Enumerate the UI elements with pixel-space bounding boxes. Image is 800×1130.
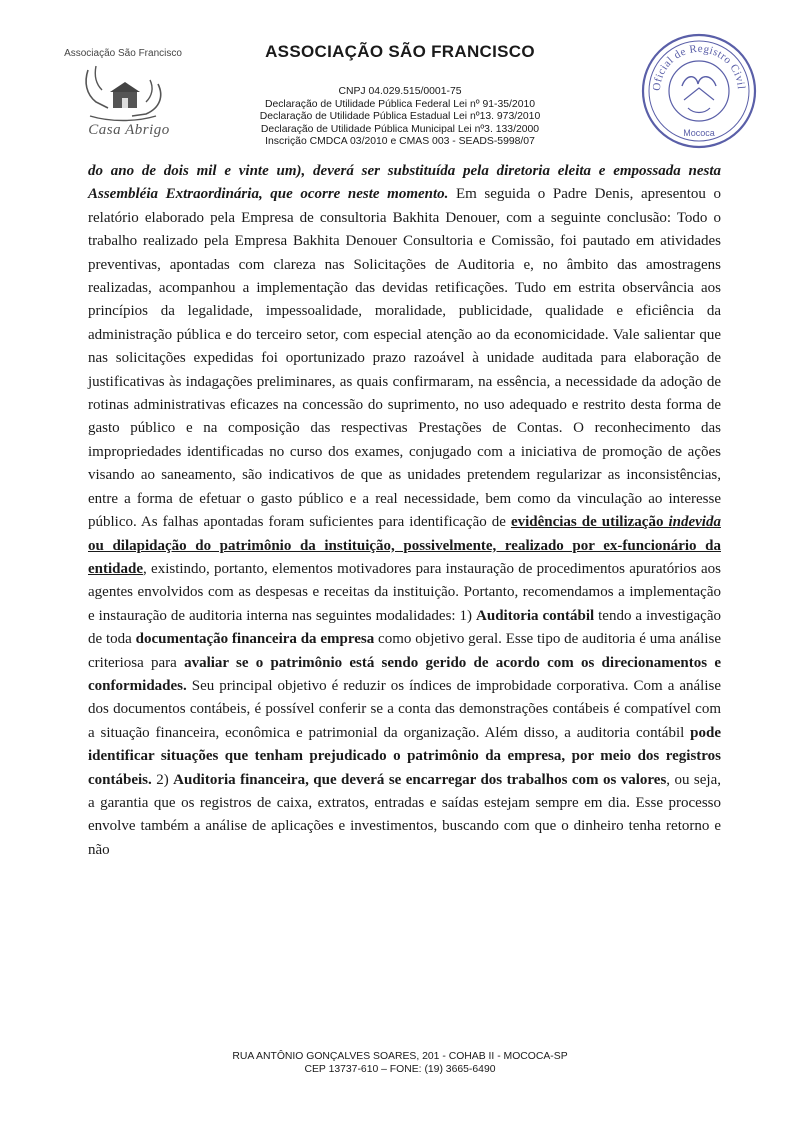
registration-info <box>200 86 600 149</box>
finding-evidence-text: evidências de utilização indevida ou dilapidação do patrimônio da instituição, possivelmente, realizado por ex-funcionário da entidade <box>88 514 721 577</box>
logo-top-text: Associação São Francisco <box>64 48 182 59</box>
address-footer <box>150 1050 650 1076</box>
accounting-audit-label: Auditoria contábil <box>476 607 595 624</box>
svg-text:Mococa: Mococa <box>683 128 715 138</box>
svg-text:Oficial de Registro Civil de P: Oficial de Registro Civil <box>650 42 747 92</box>
minutes-paragraph: do ano de dois mil e vinte um), deverá ser substituída pela diretoria eleita e empossada nesta Assembléia Extraordinária, que ocorre neste momento. Em seguida o Padre Denis, apresentou o relatório elaborado pela Empresa de consultoria Bakhita Denouer, com a seguinte conclusão: Todo o trabalho realizado pela Empresa Bakhita Denouer Consultoria e Comissão, foi pautado em atividades preventivas, apontadas com clareza nas Solicitações de Auditoria e, no âmbito das amostragens realizadas, acompanhou a implementação das devidas retificações. Tudo em estrita observância aos princípios da legalidade, impessoalidade, moralidade, publicidade, qualidade e eficiência da administração pública e do terceiro setor, com especial atenção ao da economicidade. Vale salientar que nas solicitações expedidas foi oportunizado prazo razoável à unidade auditada para elaboração de justificativas às indagações preliminares, as quais confirmaram, na essência, a necessidade da adoção de rotinas administrativas eficazes na concessão do suprimento, no uso adequado e restrito desta forma de gasto público e na composição das respectivas Prestações de Contas. O reconhecimento das impropriedades identificadas no curso dos exames, conjugado com a iniciativa de promoção de ações visando ao saneamento, são indicativos de que as unidades pretendem regularizar as inconsistências, entre a forma de efetuar o gasto público e a real necessidade, bem como da vinculação ao interesse público. As falhas apontadas foram suficientes para identificação de evidências de utilização indevida ou dilapidação do patrimônio da instituição, possivelmente, realizado por ex-funcionário da entidade, existindo, portanto, elementos motivadores para instauração de procedimentos apuratórios aos agentes envolvidos com as despesas e receitas da instituição. Portanto, recomendamos a implementação e instauração de auditoria interna nas seguintes modalidades: 1) Auditoria contábil tendo a investigação de toda documentação financeira da empresa como objetivo geral. Esse tipo de auditoria é uma análise criteriosa para avaliar se o patrimônio está sendo gerido de acordo com os direcionamentos e conformidades. Seu principal objetivo é reduzir os índices de improbidade corporativa. Com a análise dos documentos contábeis, é possível conferir se a conta das demonstrações contábeis é compatível com a situação financeira, econômica e patrimonial da organização. Além disso, a auditoria contábil pode identificar situações que tenham prejudicado o patrimônio da empresa, por meio dos registros contábeis. 2) Auditoria financeira, que deverá se encarregar dos trabalhos com os valores, ou seja, a garantia que os registros de caixa, extratos, entradas e saídas estejam sempre em dia. Esse processo envolve também a análise de aplicações e investimentos, buscando com que o dinheiro tenha retorno e não <box>88 163 721 858</box>
house-hands-icon <box>80 62 166 124</box>
assembly-statement: do ano de dois mil e vinte um), deverá ser substituída pela diretoria eleita e empossada nesta Assembléia Extraordinária, que ocorre neste momento. <box>88 163 721 203</box>
cmdca-registration-line: Inscrição CMDCA 03/2010 e CMAS 003 - SEADS-5998/07 <box>265 136 535 148</box>
logo-bottom-text: Casa Abrigo <box>88 122 170 138</box>
municipal-declaration-line: Declaração de Utilidade Pública Municipal Lei nº3. 133/2000 <box>260 123 540 135</box>
financial-audit-label: Auditoria financeira, que deverá se encarregar dos trabalhos com os valores <box>173 771 667 788</box>
association-logo <box>58 46 188 146</box>
minutes-body <box>88 160 721 862</box>
cnpj-line: CNPJ 04.029.515/0001-75 <box>338 86 462 97</box>
seal-icon <box>638 30 760 152</box>
footer-address: RUA ANTÔNIO GONÇALVES SOARES, 201 - COHAB II - MOCOCA-SP <box>232 1051 568 1062</box>
state-declaration-line: Declaração de Utilidade Pública Estadual Lei nº13. 973/2010 <box>259 111 541 123</box>
organization-title: ASSOCIAÇÃO SÃO FRANCISCO <box>265 42 535 61</box>
federal-declaration-line: Declaração de Utilidade Pública Federal Lei nº 91-35/2010 <box>264 98 536 110</box>
registry-seal-stamp <box>638 30 760 152</box>
footer-contact: CEP 13737-610 – FONE: (19) 3665-6490 <box>304 1064 496 1075</box>
